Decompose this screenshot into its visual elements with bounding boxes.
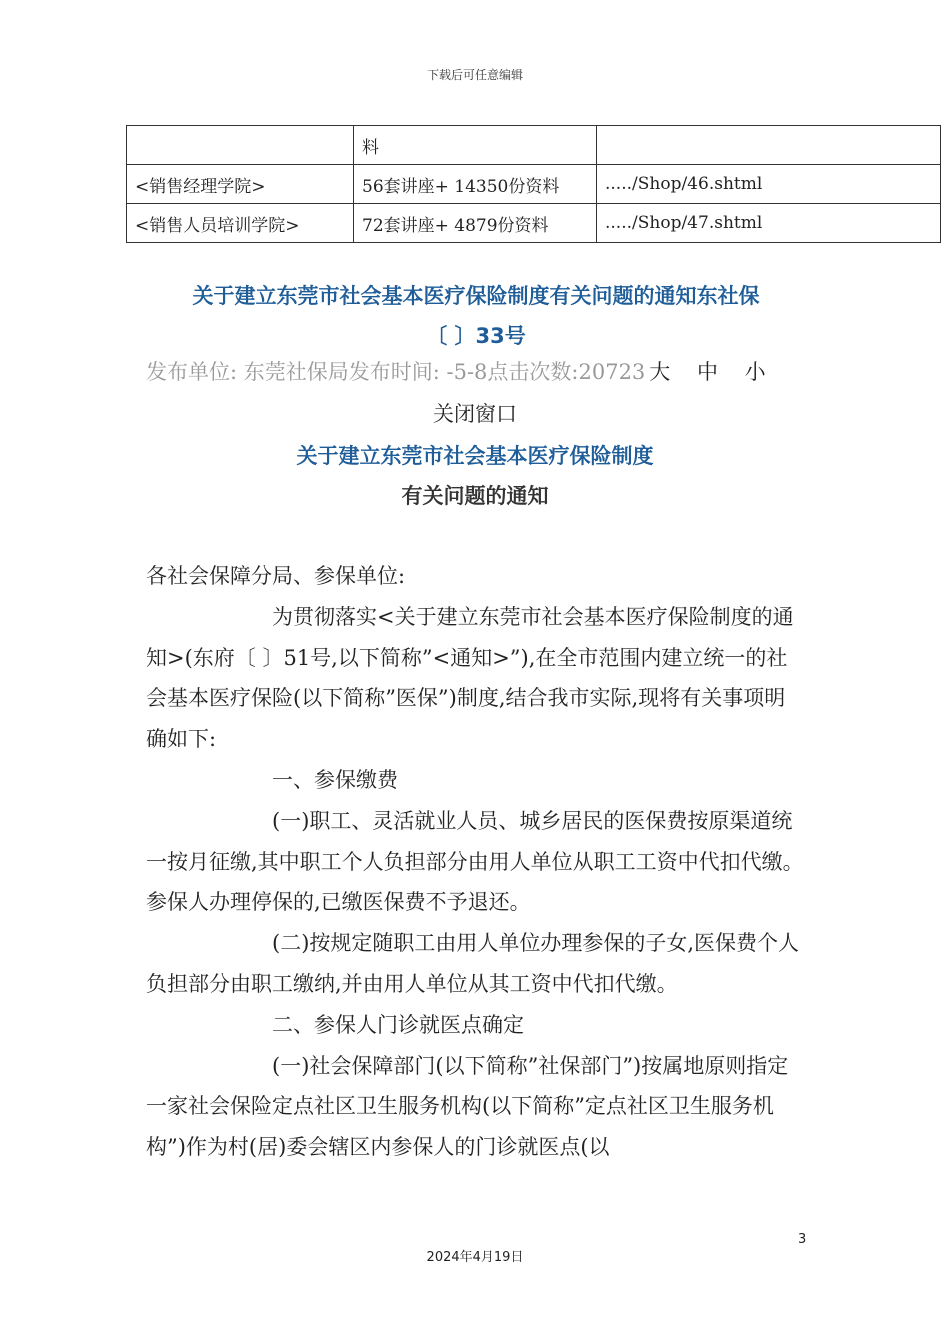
close-window-link[interactable]: 关闭窗口 <box>433 402 517 426</box>
section-heading: 一、参保缴费 <box>272 767 398 792</box>
article-meta <box>146 356 846 386</box>
page-header: 下载后可任意编辑 <box>426 68 523 82</box>
paragraph: (一)职工、灵活就业人员、城乡居民的医保费按原渠道统一按月征缴,其中职工个人负担部分由用人单位从职工工资中代扣代缴。参保人办理停保的,已缴医保费不予退还。 <box>146 808 804 915</box>
article-title-line2: 〔 〕33号 <box>426 324 526 348</box>
notice-heading-line1: 关于建立东莞市社会基本医疗保险制度 <box>296 444 654 468</box>
article-title-line1: 关于建立东莞市社会基本医疗保险制度有关问题的通知东社保 <box>192 284 760 308</box>
table-cell: <销售经理学院> <box>127 165 354 204</box>
notice-heading-line2: 有关问题的通知 <box>401 484 549 508</box>
paragraph: 为贯彻落实<关于建立东莞市社会基本医疗保险制度的通知>(东府〔 〕51号,以下简称”<通知>”),在全市范围内建立统一的社会基本医疗保险(以下简称”医保”)制度,结合我市实际,现将有关事项明确如下: <box>146 604 794 752</box>
table-cell <box>597 126 941 165</box>
table-row <box>127 126 941 165</box>
article-title <box>126 276 826 356</box>
table-cell: <销售人员培训学院> <box>127 204 354 243</box>
table-cell-link[interactable]: ...../Shop/46.shtml <box>597 165 941 204</box>
page-number: 3 <box>798 1232 807 1247</box>
table-row <box>127 165 941 204</box>
section-heading: 二、参保人门诊就医点确定 <box>272 1012 524 1037</box>
paragraph: (一)社会保障部门(以下简称”社保部门”)按属地原则指定一家社会保险定点社区卫生服务机构(以下简称”定点社区卫生服务机构”)作为村(居)委会辖区内参保人的门诊就医点(以 <box>146 1053 789 1160</box>
publish-info: 发布单位: 东莞社保局发布时间: -5-8点击次数:20723 <box>146 360 646 384</box>
paragraph: (二)按规定随职工由用人单位办理参保的子女,医保费个人负担部分由职工缴纳,并由用人单位从其工资中代扣代缴。 <box>146 931 800 996</box>
table-cell-link[interactable]: ...../Shop/47.shtml <box>597 204 941 243</box>
salutation: 各社会保障分局、参保单位: <box>146 564 406 588</box>
article-body <box>146 556 806 1168</box>
font-size-options[interactable]: 大 中 小 <box>649 360 776 384</box>
table-cell: 料 <box>354 126 597 165</box>
table-cell: 56套讲座+ 14350份资料 <box>354 165 597 204</box>
table-row <box>127 204 941 243</box>
page-footer-date: 2024年4月19日 <box>426 1250 524 1265</box>
table-cell: 72套讲座+ 4879份资料 <box>354 204 597 243</box>
resource-table <box>126 125 941 243</box>
table-cell <box>127 126 354 165</box>
